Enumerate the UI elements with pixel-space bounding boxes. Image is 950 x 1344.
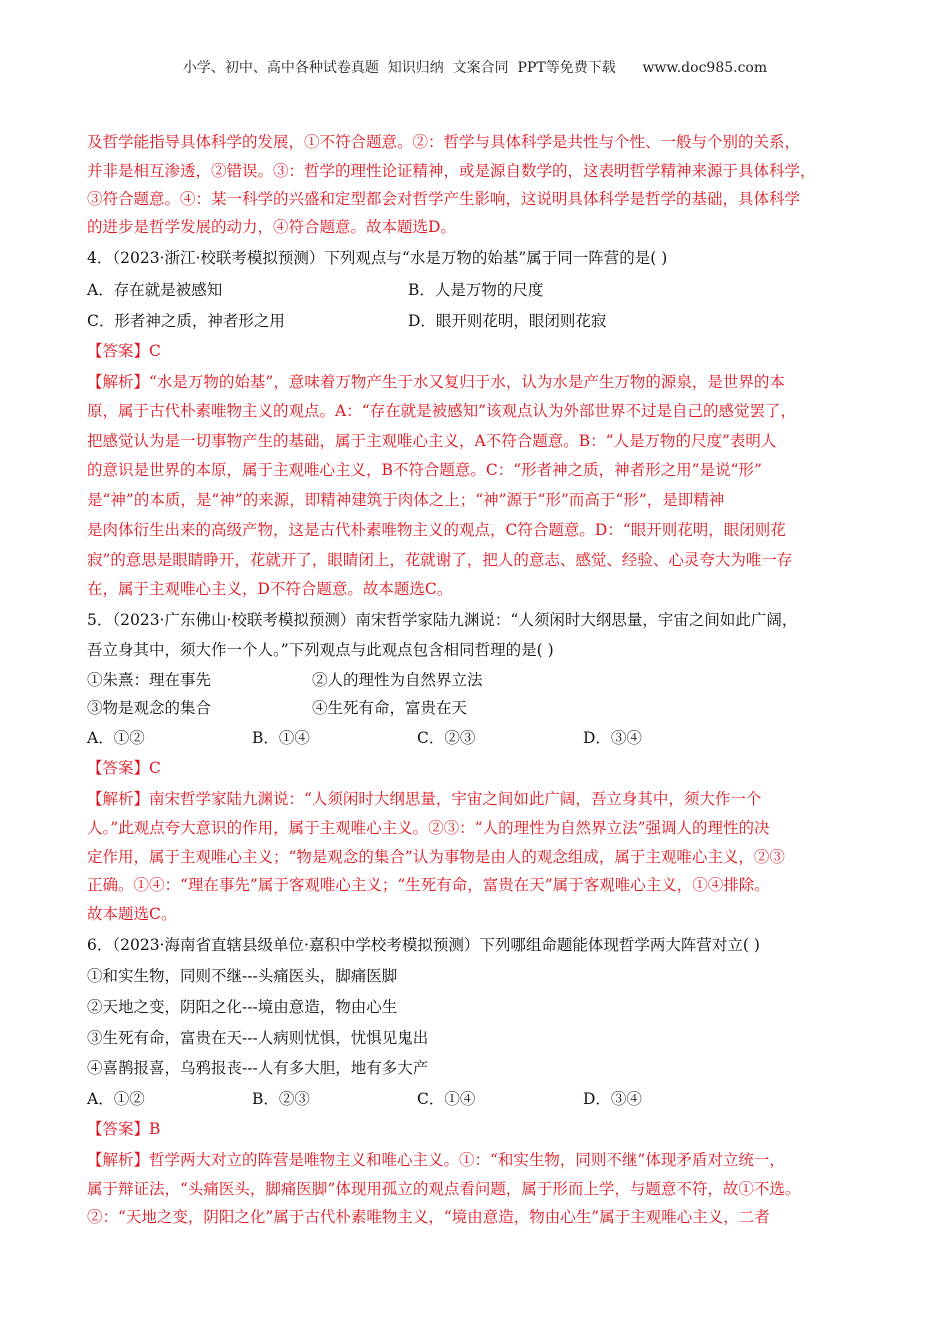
option-item: B．人是万物的尺度 [408,281,544,299]
text-line: ③生死有命，富贵在天---人病则忧惧，忧惧见鬼出 [87,1029,429,1047]
text-line: 原，属于古代朴素唯物主义的观点。A：“存在就是被感知”该观点认为外部世界不过是自己的感觉罢了， [87,402,797,420]
option-item: C．形者神之质，神者形之用 [87,312,285,330]
option-item: ②人的理性为自然界立法 [312,671,483,689]
text-line: 是“神”的本质，是“神”的来源，即精神建筑于肉体之上；“神”源于“形”而高于“形”，是即精神 [87,491,725,509]
text-line: 正确。①④：“理在事先”属于客观唯心主义；“生死有命，富贵在天”属于客观唯心主义，①④排除。 [87,876,770,894]
text-line: 【答案】B [87,1120,161,1138]
option-item: D．眼开则花明，眼闭则花寂 [408,312,607,330]
text-line: 6．（2023·海南省直辖县级单位·嘉积中学校考模拟预测）下列哪组命题能体现哲学两大阵营对立( ) [87,936,760,954]
option-item: C．①④ [417,1090,476,1108]
text-line: 寂”的意思是眼睛睁开，花就开了，眼睛闭上，花就谢了，把人的意志、感觉、经验、心灵夸大为唯一存 [87,551,793,569]
text-line: ②：“天地之变，阴阳之化”属于古代朴素唯物主义，“境由意造，物由心生”属于主观唯心主义，二者 [87,1208,770,1226]
option-item: ④生死有命，富贵在天 [312,699,468,717]
option-item: A．①② [87,729,145,747]
option-item: D．③④ [583,729,642,747]
text-line: 4．（2023·浙江·校联考模拟预测）下列观点与“水是万物的始基”属于同一阵营的是( ) [87,249,668,267]
option-item: D．③④ [583,1090,642,1108]
text-line: 定作用，属于主观唯心主义；“物是观念的集合”认为事物是由人的观念组成，属于主观唯心主义，②③ [87,848,785,866]
text-line: 的进步是哲学发展的动力，④符合题意。故本题选D。 [87,218,456,236]
text-line: 是肉体衍生出来的高级产物，这是古代朴素唯物主义的观点，C符合题意。D：“眼开则花明，眼闭则花 [87,521,786,539]
text-line: ①和实生物，同则不继---头痛医头，脚痛医脚 [87,967,398,985]
option-item: ③物是观念的集合 [87,699,212,717]
text-line: 【解析】哲学两大对立的阵营是唯物主义和唯心主义。①：“和实生物，同则不继”体现矛盾对立统一， [87,1151,785,1169]
text-line: 【答案】C [87,759,161,777]
text-line: ④喜鹊报喜，乌鸦报丧---人有多大胆，地有多大产 [87,1059,429,1077]
text-line: 及哲学能指导具体科学的发展，①不符合题意。②：哲学与具体科学是共性与个性、一般与个别的关系， [87,133,801,151]
text-line: ③符合题意。④：某一科学的兴盛和定型都会对哲学产生影响，这说明具体科学是哲学的基础，具体科学 [87,190,801,208]
text-line: 【解析】南宋哲学家陆九渊说：“人须闲时大纲思量，宇宙之间如此广阔，吾立身其中，须大作一个 [87,790,762,808]
text-line: 的意识是世界的本原，属于主观唯心主义，B不符合题意。C：“形者神之质，神者形之用”是说“形” [87,461,762,479]
text-line: 并非是相互渗透，②错误。③：哲学的理性论证精神，或是源自数学的，这表明哲学精神来源于具体科学， [87,162,816,180]
text-line: 【答案】C [87,342,161,360]
page-header: 小学、初中、高中各种试卷真题 知识归纳 文案合同 PPT等免费下载 www.doc985.com [182,60,768,76]
text-line: 5．（2023·广东佛山·校联考模拟预测）南宋哲学家陆九渊说：“人须闲时大纲思量，宇宙之间如此广阔， [87,611,798,629]
text-line: ②天地之变，阴阳之化---境由意造，物由心生 [87,998,398,1016]
option-item: A．存在就是被感知 [87,281,223,299]
text-line: 把感觉认为是一切事物产生的基础，属于主观唯心主义，A不符合题意。B：“人是万物的尺度”表明人 [87,432,777,450]
text-line: 吾立身其中，须大作一个人。”下列观点与此观点包含相同哲理的是( ) [87,641,554,659]
option-item: ①朱熹：理在事先 [87,671,212,689]
option-item: B．①④ [252,729,310,747]
option-item: C．②③ [417,729,476,747]
text-line: 属于辩证法，“头痛医头，脚痛医脚”体现用孤立的观点看问题，属于形而上学，与题意不符，故①不选。 [87,1180,801,1198]
text-line: 【解析】“水是万物的始基”，意味着万物产生于水又复归于水，认为水是产生万物的源泉，是世界的本 [87,373,785,391]
text-line: 故本题选C。 [87,905,177,923]
text-line: 在，属于主观唯心主义，D不符合题意。故本题选C。 [87,580,453,598]
option-item: A．①② [87,1090,145,1108]
option-item: B．②③ [252,1090,310,1108]
text-line: 人。”此观点夸大意识的作用，属于主观唯心主义。②③：“人的理性为自然界立法”强调人的理性的决 [87,819,770,837]
